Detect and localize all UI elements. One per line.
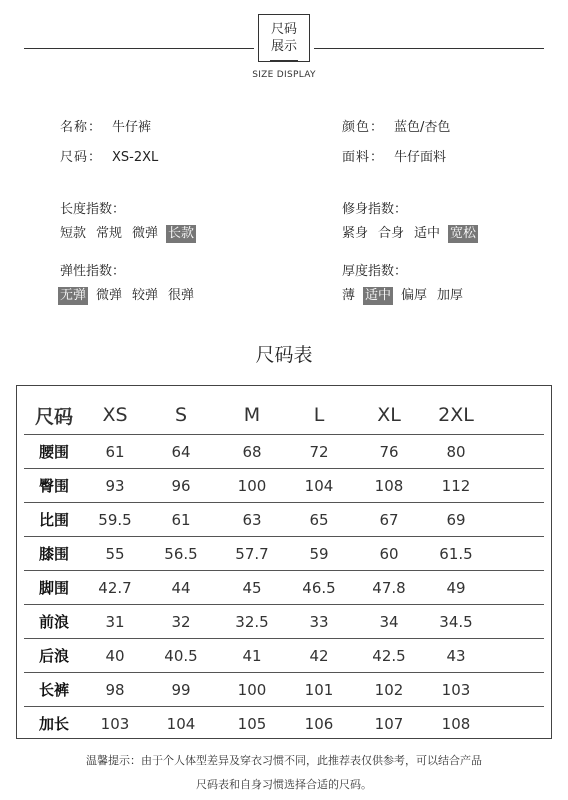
elasticity-index-options [58,287,196,305]
table-cell: 59.5 [98,510,132,529]
elasticity-option: 微弹 [96,288,123,303]
table-header-cell: XL [377,404,401,426]
thickness-option: 偏厚 [401,288,428,303]
size-note-line1: 温馨提示：由于个人体型差异及穿衣习惯不同，此推荐表仅供参考，可以结合产品 [86,754,482,767]
table-cell: 76 [379,442,399,461]
product-fabric-label: 面料： [342,150,385,165]
table-header-cell: XS [102,404,128,426]
table-header-cell: S [174,404,188,426]
table-cell: 108 [374,476,404,495]
product-size-label: 尺码： [60,150,103,165]
table-cell: 57.7 [235,544,269,563]
table-cell: 45 [242,578,262,597]
length-option-selected: 长款 [168,226,195,241]
table-row [24,673,544,707]
size-table-title: 尺码表 [255,344,313,366]
table-cell: 99 [171,680,191,699]
table-cell: 108 [441,714,471,733]
row-label: 腰围 [38,443,69,461]
row-label: 脚围 [38,579,69,597]
table-row [24,707,544,740]
table-cell: 80 [446,442,466,461]
table-cell: 32.5 [235,612,269,631]
product-color-value: 蓝色/杏色 [394,120,451,135]
table-row [24,571,544,605]
table-cell: 42.7 [98,578,132,597]
size-table [24,396,544,740]
table-row [24,435,544,469]
row-label: 加长 [38,715,69,733]
fit-index-options [340,225,478,243]
table-cell: 112 [441,476,471,495]
table-cell: 49 [446,578,466,597]
table-cell: 32 [171,612,191,631]
table-header-row [24,396,544,435]
fit-option-selected: 宽松 [450,226,477,241]
product-color-label: 颜色： [342,120,385,135]
row-label: 后浪 [38,647,69,665]
product-size-value: XS-2XL [112,150,159,165]
elasticity-option: 较弹 [132,288,159,303]
table-cell: 101 [304,680,334,699]
table-cell: 106 [304,714,334,733]
table-cell: 34 [379,612,399,631]
fit-index-title: 修身指数： [342,202,408,217]
table-cell: 104 [304,476,334,495]
table-cell: 72 [309,442,329,461]
table-row [24,605,544,639]
table-cell: 105 [237,714,267,733]
table-cell: 31 [105,612,125,631]
size-note-line2: 尺码表和自身习惯选择合适的尺码。 [196,778,372,791]
table-header-cell: 2XL [438,404,474,426]
row-label: 长裤 [38,681,69,699]
row-label: 比围 [38,511,69,529]
section-title-box [258,14,310,62]
product-name-value: 牛仔裤 [112,120,152,135]
table-cell: 102 [374,680,404,699]
thickness-index-options [340,287,465,305]
table-cell: 103 [100,714,130,733]
product-name [60,116,151,135]
fit-option: 适中 [414,226,441,241]
thickness-option: 薄 [342,288,356,303]
length-option: 短款 [60,226,87,241]
table-cell: 44 [171,578,191,597]
fit-option: 合身 [378,226,405,241]
table-cell: 56.5 [164,544,198,563]
row-label: 臀围 [38,477,69,495]
table-cell: 63 [242,510,262,529]
elasticity-option: 很弹 [168,288,195,303]
length-option: 常规 [96,226,123,241]
table-cell: 98 [105,680,125,699]
table-cell: 41 [242,646,262,665]
table-cell: 47.8 [372,578,406,597]
row-label: 前浪 [38,613,69,631]
table-cell: 93 [105,476,125,495]
table-header-cell: L [313,404,325,426]
product-fabric [342,146,446,165]
table-cell: 103 [441,680,471,699]
table-header-cell: 尺码 [34,405,73,428]
table-cell: 59 [309,544,329,563]
table-cell: 43 [446,646,466,665]
table-cell: 67 [379,510,399,529]
table-cell: 100 [237,680,267,699]
length-index-title: 长度指数： [60,202,126,217]
table-cell: 61.5 [439,544,473,563]
table-cell: 64 [171,442,191,461]
table-cell: 96 [171,476,191,495]
table-cell: 40.5 [164,646,198,665]
table-cell: 61 [105,442,125,461]
table-cell: 65 [309,510,329,529]
product-fabric-value: 牛仔面料 [394,150,447,165]
product-name-label: 名称： [60,120,103,135]
table-cell: 107 [374,714,404,733]
thickness-option: 加厚 [437,288,464,303]
table-cell: 46.5 [302,578,336,597]
elasticity-index-title: 弹性指数： [60,264,126,279]
table-cell: 42.5 [372,646,406,665]
length-option: 微弹 [132,226,159,241]
table-cell: 104 [166,714,196,733]
table-cell: 33 [309,612,329,631]
table-cell: 55 [105,544,125,563]
section-title-line1: 尺码 [270,22,297,37]
section-subtitle: SIZE DISPLAY [252,70,316,80]
row-label: 膝围 [38,545,69,563]
header-underline [270,60,298,62]
table-cell: 34.5 [439,612,473,631]
thickness-option-selected: 适中 [365,288,392,303]
table-header-cell: M [243,404,261,426]
product-size-range [60,146,158,165]
fit-option: 紧身 [342,226,369,241]
table-row [24,639,544,673]
table-row [24,469,544,503]
table-cell: 60 [379,544,399,563]
table-cell: 42 [309,646,329,665]
table-cell: 69 [446,510,466,529]
header-rule-right [314,48,544,49]
thickness-index-title: 厚度指数： [342,264,408,279]
table-cell: 100 [237,476,267,495]
table-cell: 40 [105,646,125,665]
elasticity-option-selected: 无弹 [60,288,87,303]
product-color [342,116,450,135]
table-cell: 61 [171,510,191,529]
header-rule-left [24,48,254,49]
section-title-line2: 展示 [270,39,297,54]
table-row [24,537,544,571]
table-cell: 68 [242,442,262,461]
length-index-options [58,225,196,243]
table-row [24,503,544,537]
